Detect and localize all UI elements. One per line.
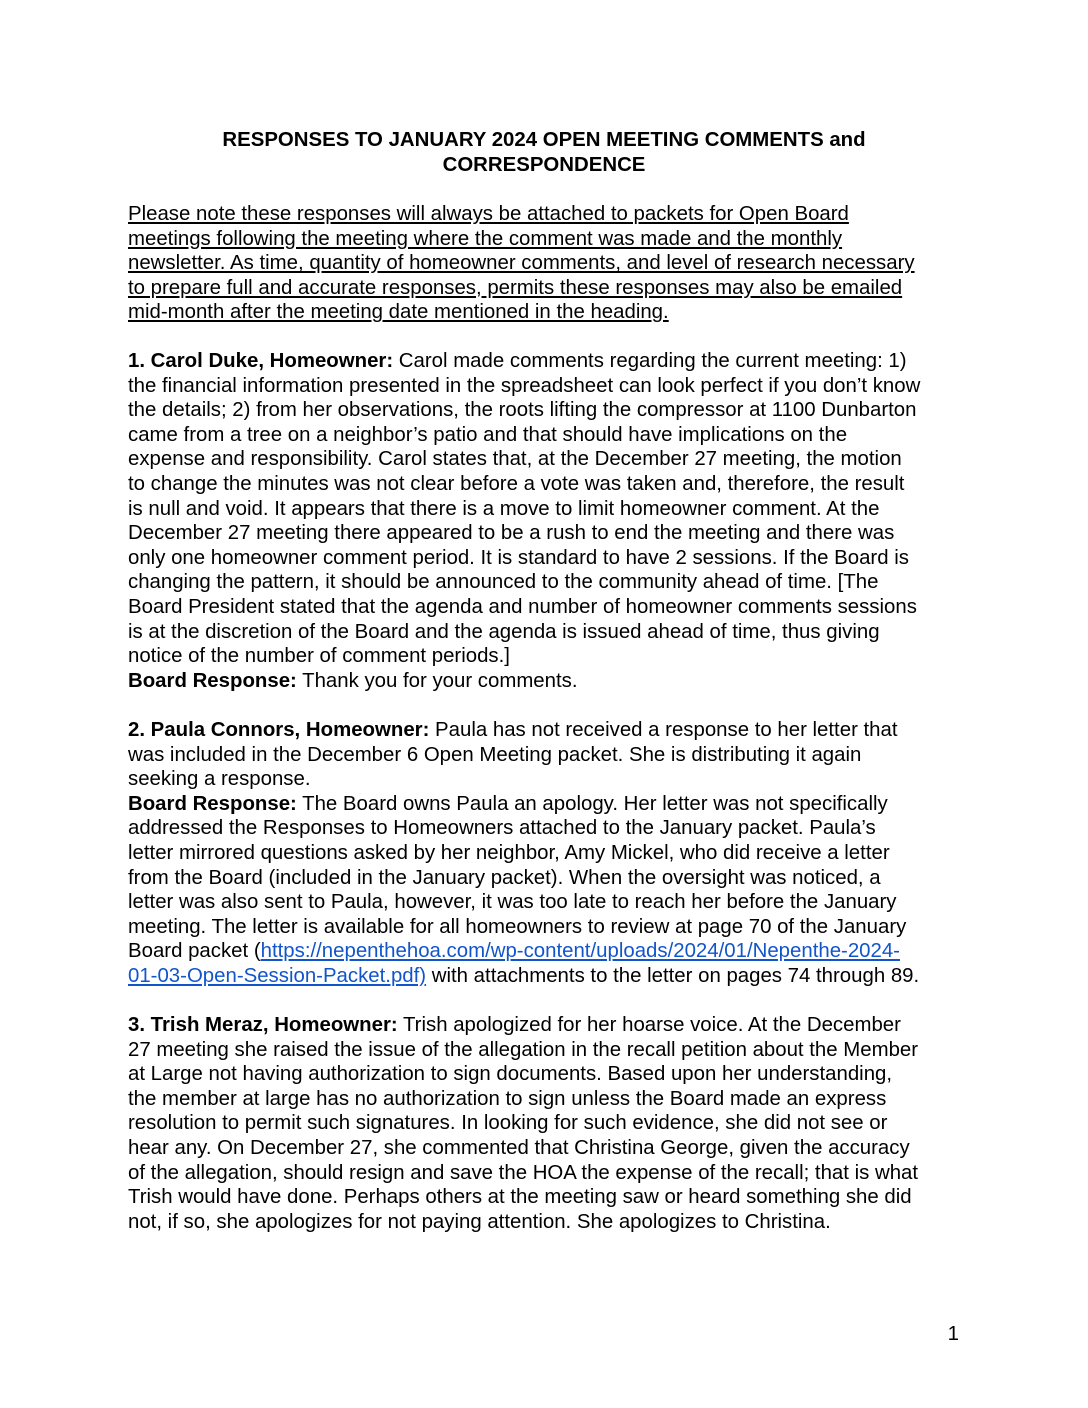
item-line: hear any. On December 27, she commented that Christina George, given the accuracy bbox=[128, 1136, 910, 1159]
comment-item-carol-duke bbox=[128, 349, 968, 693]
board-response-line bbox=[128, 669, 968, 694]
item-line: the member at large has no authorization to sign unless the Board made an express bbox=[128, 1087, 887, 1110]
item-line: the details; 2) from her observations, the roots lifting the compressor at 1100 Dunbarton bbox=[128, 399, 917, 422]
item-line: is at the discretion of the Board and the agenda is issued ahead of time, thus giving bbox=[128, 620, 880, 643]
item-line: from the Board (included in the January packet). When the oversight was noticed, a bbox=[128, 866, 881, 889]
board-response-text: Thank you for your comments. bbox=[296, 669, 578, 692]
item-line: expense and responsibility. Carol states that, at the December 27 meeting, the motion bbox=[128, 448, 902, 471]
item-line: came from a tree on a neighbor’s patio and that should have implications on the bbox=[128, 423, 848, 446]
title-line-2: CORRESPONDENCE bbox=[442, 154, 646, 176]
item-first-line bbox=[128, 718, 968, 743]
item-line-with-link bbox=[128, 964, 968, 989]
item-line: December 27 meeting there appeared to be a rush to end the meeting and there was bbox=[128, 522, 895, 545]
intro-line: to prepare full and accurate responses, permits these responses may also be emailed bbox=[128, 276, 903, 299]
item-line: letter was also sent to Paula, however, it was too late to reach her before the January bbox=[128, 891, 897, 914]
item-line: changing the pattern, it should be announced to the community ahead of time. [The bbox=[128, 571, 879, 594]
item-line: addressed the Responses to Homeowners attached to the January packet. Paula’s bbox=[128, 817, 876, 840]
intro-line: newsletter. As time, quantity of homeowner comments, and level of research necessary bbox=[128, 252, 915, 275]
link-suffix: with attachments to the letter on pages 74 through 89. bbox=[426, 964, 920, 987]
item-text: Carol made comments regarding the current meeting: 1) bbox=[393, 350, 907, 372]
item-line: meeting. The letter is available for all homeowners to review at page 70 of the January bbox=[128, 915, 907, 938]
item-line: not, if so, she apologizes for not paying attention. She apologizes to Christina. bbox=[128, 1210, 831, 1233]
board-response-line bbox=[128, 792, 968, 817]
item-line: of the allegation, should resign and save the HOA the expense of the recall; that is what bbox=[128, 1161, 919, 1184]
item-line: seeking a response. bbox=[128, 768, 311, 791]
item-first-line bbox=[128, 1013, 968, 1038]
item-line: Trish would have done. Perhaps others at the meeting saw or heard something she did bbox=[128, 1186, 912, 1209]
intro-line: meetings following the meeting where the comment was made and the monthly bbox=[128, 227, 843, 250]
item-line: to change the minutes was not clear before a vote was taken and, therefore, the result bbox=[128, 472, 905, 495]
item-line: the financial information presented in the spreadsheet can look perfect if you don’t know bbox=[128, 374, 921, 397]
item-line: notice of the number of comment periods.] bbox=[128, 645, 510, 668]
item-line: is null and void. It appears that there is a move to limit homeowner comment. At the bbox=[128, 497, 880, 520]
item-line: only one homeowner comment period. It is standard to have 2 sessions. If the Board is bbox=[128, 546, 909, 569]
item-line: Board President stated that the agenda and number of homeowner comments sessions bbox=[128, 595, 917, 618]
item-text: Trish apologized for her hoarse voice. At the December bbox=[397, 1014, 901, 1036]
page-title bbox=[128, 128, 960, 178]
board-response-text: The Board owns Paula an apology. Her letter was not specifically bbox=[296, 792, 888, 815]
title-line-1: RESPONSES TO JANUARY 2024 OPEN MEETING COMMENTS and bbox=[222, 129, 866, 151]
page-number: 1 bbox=[947, 1323, 959, 1345]
commenter-heading: 1. Carol Duke, Homeowner: bbox=[128, 350, 394, 372]
packet-link-continued[interactable]: 01-03-Open-Session-Packet.pdf) bbox=[128, 964, 427, 987]
intro-notice bbox=[128, 202, 968, 325]
item-line: was included in the December 6 Open Meeting packet. She is distributing it again bbox=[128, 743, 862, 766]
comment-item-trish-meraz bbox=[128, 1013, 968, 1234]
item-text: Paula has not received a response to her letter that bbox=[429, 719, 898, 741]
item-line: resolution to permit such signatures. In looking for such evidence, she did not see or bbox=[128, 1112, 888, 1135]
intro-line: Please note these responses will always be attached to packets for Open Board bbox=[128, 203, 849, 225]
item-first-line bbox=[128, 349, 968, 374]
commenter-heading: 3. Trish Meraz, Homeowner: bbox=[128, 1014, 398, 1036]
intro-line: mid-month after the meeting date mentioned in the heading. bbox=[128, 301, 669, 324]
board-response-label: Board Response: bbox=[128, 792, 297, 815]
comment-item-paula-connors bbox=[128, 718, 968, 989]
packet-link[interactable]: https://nepenthehoa.com/wp-content/uploads/2024/01/Nepenthe-2024- bbox=[260, 940, 900, 963]
item-line-with-link bbox=[128, 939, 968, 964]
commenter-heading: 2. Paula Connors, Homeowner: bbox=[128, 719, 430, 741]
item-line: 27 meeting she raised the issue of the allegation in the recall petition about the Member bbox=[128, 1038, 919, 1061]
board-response-label: Board Response: bbox=[128, 669, 297, 692]
link-prefix: Board packet ( bbox=[128, 940, 261, 963]
item-line: at Large not having authorization to sign documents. Based upon her understanding, bbox=[128, 1063, 893, 1086]
item-line: letter mirrored questions asked by her neighbor, Amy Mickel, who did receive a letter bbox=[128, 841, 890, 864]
